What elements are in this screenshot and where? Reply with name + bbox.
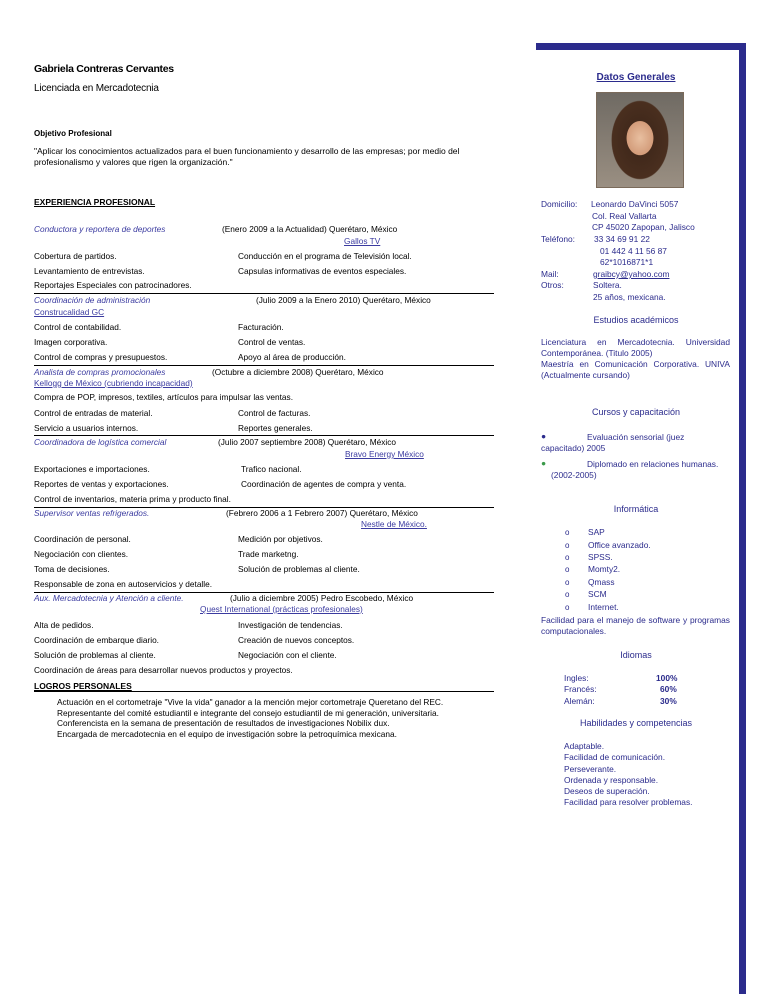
bullet-icon: o xyxy=(565,541,570,550)
job-row: Control de compras y presupuestos. Apoyo al área de producción. xyxy=(34,352,346,362)
sidebar-right-border xyxy=(739,43,746,994)
mail-link[interactable]: graibcy@yahoo.com xyxy=(593,269,670,279)
bullet-icon: o xyxy=(565,603,570,612)
list-item: SCM xyxy=(588,589,607,599)
job-role: Supervisor ventas refrigerados. xyxy=(34,508,150,518)
list-item: Diplomado en relaciones humanas. (2002-2005) xyxy=(551,459,719,480)
bullet-icon: ● xyxy=(541,458,547,468)
job-row: Servicio a usuarios internos. Reportes generales. xyxy=(34,423,313,433)
achievements-list xyxy=(57,697,502,739)
job-row: Cobertura de partidos. Conducción en el programa de Televisión local. xyxy=(34,251,412,261)
studies-heading: Estudios académicos xyxy=(593,315,679,325)
bullet-icon: o xyxy=(565,590,570,599)
objective-heading: Objetivo Profesional xyxy=(34,129,112,138)
language-level: 30% xyxy=(660,696,677,706)
list-item: Office avanzado. xyxy=(588,540,651,550)
experience-heading: EXPERIENCIA PROFESIONAL xyxy=(34,197,156,207)
general-heading: Datos Generales xyxy=(596,72,676,83)
job-row: Control de entradas de material. Control de facturas. xyxy=(34,408,311,418)
list-item: Facilidad de comunicación. xyxy=(564,752,666,763)
bullet-icon: ● xyxy=(541,431,547,441)
phone: 33 34 69 91 22 01 442 4 11 56 87 62*1016871*1 xyxy=(594,234,667,267)
job-role: Aux. Mercadotecnia y Atención a cliente. xyxy=(34,593,184,603)
divider xyxy=(34,293,494,294)
list-item: Internet. xyxy=(588,602,619,612)
job-row: Exportaciones e importaciones. Trafico nacional. xyxy=(34,464,302,474)
job-period: (Enero 2009 a la Actualidad) Querétaro, México xyxy=(222,224,398,234)
achievements-heading: LOGROS PERSONALES xyxy=(34,681,132,691)
job-row: Coordinación de personal. Medición por objetivos. xyxy=(34,534,323,544)
studies-list xyxy=(541,337,730,381)
list-item: Maestría en Comunicación Corporativa. UNIVA (Actualmente cursando) xyxy=(541,359,730,380)
list-item: Qmass xyxy=(588,577,615,587)
candidate-name: Gabriela Contreras Cervantes xyxy=(34,63,174,75)
job-period: (Julio 2009 a la Enero 2010) Querétaro, México xyxy=(256,295,431,305)
list-item: Momty2. xyxy=(588,564,621,574)
bullet-icon: o xyxy=(565,553,570,562)
profile-photo xyxy=(596,92,684,188)
languages-heading: Idiomas xyxy=(620,650,652,660)
job-period: (Octubre a diciembre 2008) Querétaro, México xyxy=(212,367,384,377)
job-row: Solución de problemas al cliente. Negociación con el cliente. xyxy=(34,650,337,660)
job-company: Quest International (prácticas profesionales) xyxy=(200,604,363,614)
job-role: Conductora y reportera de deportes xyxy=(34,224,166,234)
job-row: Compra de POP, impresos, textiles, artículos para impulsar las ventas. xyxy=(34,392,294,402)
list-item: Encargada de mercadotecnia en el equipo de investigación sobre la petroquímica mexicana. xyxy=(57,728,397,739)
job-role: Analista de compras promocionales xyxy=(34,367,166,377)
others: Soltera. 25 años, mexicana. xyxy=(593,280,666,302)
job-row: Toma de decisiones. Solución de problemas al cliente. xyxy=(34,564,360,574)
bullet-icon: o xyxy=(565,565,570,574)
job-row: Responsable de zona en autoservicios y detalle. xyxy=(34,579,213,589)
job-company: Construcalidad GC xyxy=(34,307,105,317)
job-company: Bravo Energy México xyxy=(345,449,424,459)
bullet-icon: o xyxy=(565,578,570,587)
bullet-icon: o xyxy=(565,528,570,537)
language-level: 60% xyxy=(660,684,677,694)
others-label: Otros: xyxy=(541,280,564,290)
list-item: Deseos de superación. xyxy=(564,786,650,797)
job-period: (Julio a diciembre 2005) Pedro Escobedo, México xyxy=(230,593,414,603)
job-company: Kellogg de México (cubriendo incapacidad) xyxy=(34,378,193,388)
list-item: Adaptable. xyxy=(564,741,605,751)
job-row: Reportes de ventas y exportaciones. Coordinación de agentes de compra y venta. xyxy=(34,479,407,489)
list-item: Representante del comité estudiantil e integrante del consejo estudiantil de mi generación, universitaria. xyxy=(57,707,439,718)
phone-label: Teléfono: xyxy=(541,234,575,244)
job-row: Imagen corporativa. Control de ventas. xyxy=(34,337,306,347)
job-row: Reportajes Especiales con patrocinadores. xyxy=(34,280,192,290)
skills-heading: Habilidades y competencias xyxy=(579,718,693,728)
candidate-title: Licenciada en Mercadotecnia xyxy=(34,83,159,94)
job-period: (Febrero 2006 a 1 Febrero 2007) Querétaro, México xyxy=(226,508,418,518)
list-item: Actuación en el cortometraje "Vive la vida" ganador a la mención mejor cortometraje Queretano del REC. xyxy=(57,697,444,707)
language-name: Francés: xyxy=(564,684,597,694)
divider xyxy=(34,365,494,366)
language-name: Ingles: xyxy=(564,673,589,683)
job-row: Control de inventarios, materia prima y producto final. xyxy=(34,494,231,504)
list-item: Evaluación sensorial (juez capacitado) 2005 xyxy=(541,432,685,453)
divider xyxy=(34,691,494,692)
divider xyxy=(34,435,494,436)
informatics-note: Facilidad para el manejo de software y programas computacionales. xyxy=(541,615,730,636)
address: Leonardo DaVinci 5057 Col. Real Vallarta CP 45020 Zapopan, Jalisco xyxy=(591,199,695,232)
job-row: Control de contabilidad. Facturación. xyxy=(34,322,284,332)
skills-list xyxy=(564,741,692,809)
job-role: Coordinadora de logística comercial xyxy=(34,437,167,447)
list-item: SAP xyxy=(588,527,605,537)
list-item: Licenciatura en Mercadotecnia. Universidad Contemporánea. (Titulo 2005) xyxy=(541,337,730,358)
job-row: Alta de pedidos. Investigación de tendencias. xyxy=(34,620,343,630)
language-name: Alemán: xyxy=(564,696,595,706)
job-row: Coordinación de áreas para desarrollar nuevos productos y proyectos. xyxy=(34,665,293,675)
job-role: Coordinación de administración xyxy=(34,295,151,305)
list-item: Ordenada y responsable. xyxy=(564,774,659,785)
job-row: Negociación con clientes. Trade marketng. xyxy=(34,549,299,559)
list-item: Perseverante. xyxy=(564,763,617,774)
address-label: Domicilio: xyxy=(541,199,578,209)
list-item: Facilidad para resolver problemas. xyxy=(564,797,693,808)
job-row: Coordinación de embarque diario. Creación de nuevos conceptos. xyxy=(34,635,355,645)
list-item: SPSS. xyxy=(588,552,613,562)
job-period: (Julio 2007 septiembre 2008) Querétaro, México xyxy=(218,437,397,447)
sidebar-top-border xyxy=(536,43,746,50)
language-level: 100% xyxy=(656,673,678,683)
mail-label: Mail: xyxy=(541,269,559,279)
objective-text: "Aplicar los conocimientos actualizados para el buen funcionamiento y desarrollo de las empresas; por medio del profesionalismo y valores que rigen la organización." xyxy=(34,146,460,167)
job-row: Levantamiento de entrevistas. Capsulas informativas de eventos especiales. xyxy=(34,266,407,276)
job-company: Nestle de México. xyxy=(361,519,427,529)
job-company: Gallos TV xyxy=(344,236,381,246)
courses-heading: Cursos y capacitación xyxy=(591,407,681,417)
list-item: Conferencista en la semana de presentación de resultados de investigaciones Nobilix dux. xyxy=(57,718,390,729)
informatics-heading: Informática xyxy=(613,504,659,514)
